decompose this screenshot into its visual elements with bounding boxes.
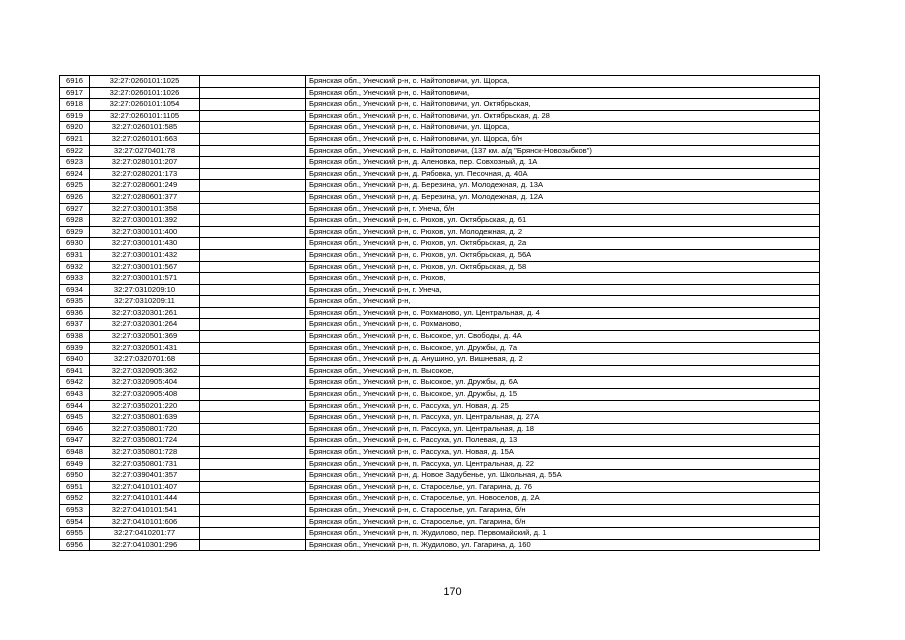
empty-cell (200, 261, 306, 273)
row-number-cell: 6955 (60, 528, 90, 540)
empty-cell (200, 296, 306, 308)
empty-cell (200, 528, 306, 540)
row-number-cell: 6922 (60, 145, 90, 157)
table-row (60, 412, 820, 424)
row-number-cell: 6956 (60, 539, 90, 551)
table-row (60, 99, 820, 111)
row-number-cell: 6930 (60, 238, 90, 250)
empty-cell (200, 447, 306, 459)
table-row (60, 87, 820, 99)
cadastral-number-cell: 32:27:0280601:249 (90, 180, 200, 192)
table-row (60, 133, 820, 145)
table-row (60, 481, 820, 493)
table-row (60, 504, 820, 516)
empty-cell (200, 470, 306, 482)
row-number-cell: 6919 (60, 110, 90, 122)
cadastral-number-cell: 32:27:0260101:585 (90, 122, 200, 134)
cadastral-number-cell: 32:27:0280101:207 (90, 157, 200, 169)
table-row (60, 273, 820, 285)
empty-cell (200, 307, 306, 319)
address-cell: Брянская обл., Унечский р-н, с. Высокое, ул. Дружбы, д. 7а (306, 342, 820, 354)
empty-cell (200, 157, 306, 169)
table-row (60, 365, 820, 377)
empty-cell (200, 76, 306, 88)
cadastral-number-cell: 32:27:0410301:296 (90, 539, 200, 551)
table-row (60, 528, 820, 540)
empty-cell (200, 516, 306, 528)
empty-cell (200, 87, 306, 99)
row-number-cell: 6933 (60, 273, 90, 285)
address-cell: Брянская обл., Унечский р-н, с. Рюхов, ул. Октябрьская, д. 56А (306, 249, 820, 261)
address-cell: Брянская обл., Унечский р-н, д. Рябовка, ул. Песочная, д. 40А (306, 168, 820, 180)
row-number-cell: 6921 (60, 133, 90, 145)
cadastral-number-cell: 32:27:0270401:78 (90, 145, 200, 157)
page-number: 170 (443, 586, 462, 598)
empty-cell (200, 377, 306, 389)
address-cell: Брянская обл., Унечский р-н, с. Рюхов, ул. Молодежная, д. 2 (306, 226, 820, 238)
row-number-cell: 6945 (60, 412, 90, 424)
row-number-cell: 6953 (60, 504, 90, 516)
row-number-cell: 6932 (60, 261, 90, 273)
address-cell: Брянская обл., Унечский р-н, с. Высокое, ул. Свободы, д. 4А (306, 331, 820, 343)
empty-cell (200, 203, 306, 215)
row-number-cell: 6934 (60, 284, 90, 296)
address-cell: Брянская обл., Унечский р-н, с. Рюхов, ул. Октябрьская, д. 2а (306, 238, 820, 250)
address-cell: Брянская обл., Унечский р-н, п. Жудилово, ул. Гагарина, д. 160 (306, 539, 820, 551)
cadastral-number-cell: 32:27:0280601:377 (90, 191, 200, 203)
registry-table-body (60, 76, 820, 551)
cadastral-number-cell: 32:27:0300101:392 (90, 215, 200, 227)
empty-cell (200, 331, 306, 343)
cadastral-number-cell: 32:27:0390401:357 (90, 470, 200, 482)
row-number-cell: 6923 (60, 157, 90, 169)
empty-cell (200, 133, 306, 145)
empty-cell (200, 110, 306, 122)
address-cell: Брянская обл., Унечский р-н, д. Березина, ул. Молодежная, д. 13А (306, 180, 820, 192)
row-number-cell: 6943 (60, 389, 90, 401)
address-cell: Брянская обл., Унечский р-н, с. Рассуха, ул. Полевая, д. 13 (306, 435, 820, 447)
empty-cell (200, 168, 306, 180)
row-number-cell: 6931 (60, 249, 90, 261)
address-cell: Брянская обл., Унечский р-н, с. Рюхов, ул. Октябрьская, д. 58 (306, 261, 820, 273)
empty-cell (200, 504, 306, 516)
cadastral-number-cell: 32:27:0320701:68 (90, 354, 200, 366)
row-number-cell: 6949 (60, 458, 90, 470)
address-cell: Брянская обл., Унечский р-н, с. Рюхов, (306, 273, 820, 285)
address-cell: Брянская обл., Унечский р-н, с. Найтоповичи, (306, 87, 820, 99)
row-number-cell: 6926 (60, 191, 90, 203)
cadastral-number-cell: 32:27:0300101:432 (90, 249, 200, 261)
empty-cell (200, 365, 306, 377)
row-number-cell: 6950 (60, 470, 90, 482)
empty-cell (200, 481, 306, 493)
row-number-cell: 6954 (60, 516, 90, 528)
cadastral-number-cell: 32:27:0300101:358 (90, 203, 200, 215)
cadastral-number-cell: 32:27:0350801:720 (90, 423, 200, 435)
cadastral-number-cell: 32:27:0350801:639 (90, 412, 200, 424)
address-cell: Брянская обл., Унечский р-н, с. Рохманово, (306, 319, 820, 331)
address-cell: Брянская обл., Унечский р-н, с. Найтоповичи, (137 км. а/д "Брянск-Новозыбков") (306, 145, 820, 157)
empty-cell (200, 458, 306, 470)
cadastral-number-cell: 32:27:0280201:173 (90, 168, 200, 180)
cadastral-number-cell: 32:27:0320301:261 (90, 307, 200, 319)
cadastral-number-cell: 32:27:0320501:431 (90, 342, 200, 354)
row-number-cell: 6936 (60, 307, 90, 319)
cadastral-number-cell: 32:27:0410101:606 (90, 516, 200, 528)
address-cell: Брянская обл., Унечский р-н, с. Найтоповичи, ул. Щорса, б/н (306, 133, 820, 145)
empty-cell (200, 180, 306, 192)
cadastral-number-cell: 32:27:0320905:404 (90, 377, 200, 389)
cadastral-number-cell: 32:27:0310209:10 (90, 284, 200, 296)
address-cell: Брянская обл., Унечский р-н, п. Высокое, (306, 365, 820, 377)
empty-cell (200, 191, 306, 203)
cadastral-number-cell: 32:27:0310209:11 (90, 296, 200, 308)
cadastral-number-cell: 32:27:0300101:400 (90, 226, 200, 238)
address-cell: Брянская обл., Унечский р-н, с. Рюхов, ул. Октябрьская, д. 61 (306, 215, 820, 227)
table-row (60, 284, 820, 296)
cadastral-number-cell: 32:27:0350201:220 (90, 400, 200, 412)
empty-cell (200, 99, 306, 111)
cadastral-number-cell: 32:27:0260101:1054 (90, 99, 200, 111)
empty-cell (200, 354, 306, 366)
table-row (60, 168, 820, 180)
address-cell: Брянская обл., Унечский р-н, г. Унеча, б/н (306, 203, 820, 215)
address-cell: Брянская обл., Унечский р-н, с. Найтоповичи, ул. Октябрьская, (306, 99, 820, 111)
address-cell: Брянская обл., Унечский р-н, д. Аленовка, пер. Совхозный, д. 1А (306, 157, 820, 169)
table-row (60, 157, 820, 169)
address-cell: Брянская обл., Унечский р-н, с. Найтоповичи, ул. Щорса, (306, 122, 820, 134)
table-row (60, 377, 820, 389)
table-row (60, 261, 820, 273)
cadastral-number-cell: 32:27:0410101:407 (90, 481, 200, 493)
empty-cell (200, 226, 306, 238)
table-row (60, 435, 820, 447)
cadastral-number-cell: 32:27:0410101:444 (90, 493, 200, 505)
table-row (60, 296, 820, 308)
cadastral-number-cell: 32:27:0410101:541 (90, 504, 200, 516)
table-row (60, 203, 820, 215)
cadastral-number-cell: 32:27:0260101:1026 (90, 87, 200, 99)
cadastral-number-cell: 32:27:0320301:264 (90, 319, 200, 331)
cadastral-number-cell: 32:27:0410201:77 (90, 528, 200, 540)
address-cell: Брянская обл., Унечский р-н, п. Жудилово, пер. Первомайский, д. 1 (306, 528, 820, 540)
row-number-cell: 6948 (60, 447, 90, 459)
row-number-cell: 6935 (60, 296, 90, 308)
cadastral-number-cell: 32:27:0260101:663 (90, 133, 200, 145)
table-row (60, 180, 820, 192)
address-cell: Брянская обл., Унечский р-н, с. Высокое, ул. Дружбы, д. 15 (306, 389, 820, 401)
table-row (60, 238, 820, 250)
row-number-cell: 6942 (60, 377, 90, 389)
row-number-cell: 6946 (60, 423, 90, 435)
empty-cell (200, 412, 306, 424)
empty-cell (200, 273, 306, 285)
empty-cell (200, 238, 306, 250)
address-cell: Брянская обл., Унечский р-н, п. Рассуха, ул. Центральная, д. 18 (306, 423, 820, 435)
row-number-cell: 6925 (60, 180, 90, 192)
row-number-cell: 6937 (60, 319, 90, 331)
row-number-cell: 6951 (60, 481, 90, 493)
table-row (60, 110, 820, 122)
address-cell: Брянская обл., Унечский р-н, с. Староселье, ул. Гагарина, б/н (306, 504, 820, 516)
table-row (60, 342, 820, 354)
empty-cell (200, 145, 306, 157)
empty-cell (200, 493, 306, 505)
address-cell: Брянская обл., Унечский р-н, с. Староселье, ул. Новоселов, д. 2А (306, 493, 820, 505)
table-row (60, 145, 820, 157)
table-row (60, 319, 820, 331)
table-row (60, 354, 820, 366)
address-cell: Брянская обл., Унечский р-н, (306, 296, 820, 308)
table-row (60, 307, 820, 319)
row-number-cell: 6917 (60, 87, 90, 99)
empty-cell (200, 400, 306, 412)
cadastral-number-cell: 32:27:0260101:1025 (90, 76, 200, 88)
address-cell: Брянская обл., Унечский р-н, д. Новое Задубенье, ул. Школьная, д. 55А (306, 470, 820, 482)
empty-cell (200, 423, 306, 435)
table-row (60, 122, 820, 134)
cadastral-number-cell: 32:27:0350801:728 (90, 447, 200, 459)
table-row (60, 226, 820, 238)
row-number-cell: 6952 (60, 493, 90, 505)
empty-cell (200, 539, 306, 551)
address-cell: Брянская обл., Унечский р-н, г. Унеча, (306, 284, 820, 296)
empty-cell (200, 389, 306, 401)
row-number-cell: 6938 (60, 331, 90, 343)
registry-table (59, 75, 820, 551)
row-number-cell: 6928 (60, 215, 90, 227)
row-number-cell: 6916 (60, 76, 90, 88)
table-row (60, 76, 820, 88)
cadastral-number-cell: 32:27:0350801:731 (90, 458, 200, 470)
row-number-cell: 6939 (60, 342, 90, 354)
cadastral-number-cell: 32:27:0300101:571 (90, 273, 200, 285)
row-number-cell: 6929 (60, 226, 90, 238)
empty-cell (200, 215, 306, 227)
table-row (60, 470, 820, 482)
empty-cell (200, 319, 306, 331)
empty-cell (200, 249, 306, 261)
cadastral-number-cell: 32:27:0320501:369 (90, 331, 200, 343)
empty-cell (200, 284, 306, 296)
table-row (60, 447, 820, 459)
cadastral-number-cell: 32:27:0320905:408 (90, 389, 200, 401)
cadastral-number-cell: 32:27:0300101:567 (90, 261, 200, 273)
address-cell: Брянская обл., Унечский р-н, п. Рассуха, ул. Центральная, д. 27А (306, 412, 820, 424)
cadastral-number-cell: 32:27:0320905:362 (90, 365, 200, 377)
row-number-cell: 6947 (60, 435, 90, 447)
row-number-cell: 6944 (60, 400, 90, 412)
table-row (60, 215, 820, 227)
table-row (60, 331, 820, 343)
table-row (60, 493, 820, 505)
address-cell: Брянская обл., Унечский р-н, с. Рохманово, ул. Центральная, д. 4 (306, 307, 820, 319)
empty-cell (200, 435, 306, 447)
address-cell: Брянская обл., Унечский р-н, с. Высокое, ул. Дружбы, д. 6А (306, 377, 820, 389)
address-cell: Брянская обл., Унечский р-н, п. Рассуха, ул. Центральная, д. 22 (306, 458, 820, 470)
address-cell: Брянская обл., Унечский р-н, д. Анушино, ул. Вишневая, д. 2 (306, 354, 820, 366)
empty-cell (200, 342, 306, 354)
cadastral-number-cell: 32:27:0260101:1105 (90, 110, 200, 122)
table-row (60, 458, 820, 470)
row-number-cell: 6920 (60, 122, 90, 134)
row-number-cell: 6924 (60, 168, 90, 180)
address-cell: Брянская обл., Унечский р-н, с. Найтоповичи, ул. Октябрьская, д. 28 (306, 110, 820, 122)
empty-cell (200, 122, 306, 134)
address-cell: Брянская обл., Унечский р-н, с. Староселье, ул. Гагарина, б/н (306, 516, 820, 528)
table-row (60, 423, 820, 435)
table-row (60, 400, 820, 412)
cadastral-number-cell: 32:27:0350801:724 (90, 435, 200, 447)
table-row (60, 191, 820, 203)
address-cell: Брянская обл., Унечский р-н, с. Староселье, ул. Гагарина, д. 76 (306, 481, 820, 493)
row-number-cell: 6918 (60, 99, 90, 111)
address-cell: Брянская обл., Унечский р-н, д. Березина, ул. Молодежная, д. 12А (306, 191, 820, 203)
table-row (60, 249, 820, 261)
table-row (60, 516, 820, 528)
address-cell: Брянская обл., Унечский р-н, с. Найтоповичи, ул. Щорса, (306, 76, 820, 88)
cadastral-number-cell: 32:27:0300101:430 (90, 238, 200, 250)
address-cell: Брянская обл., Унечский р-н, с. Рассуха, ул. Новая, д. 25 (306, 400, 820, 412)
address-cell: Брянская обл., Унечский р-н, с. Рассуха, ул. Новая, д. 15А (306, 447, 820, 459)
row-number-cell: 6927 (60, 203, 90, 215)
table-row (60, 539, 820, 551)
table-row (60, 389, 820, 401)
row-number-cell: 6940 (60, 354, 90, 366)
row-number-cell: 6941 (60, 365, 90, 377)
